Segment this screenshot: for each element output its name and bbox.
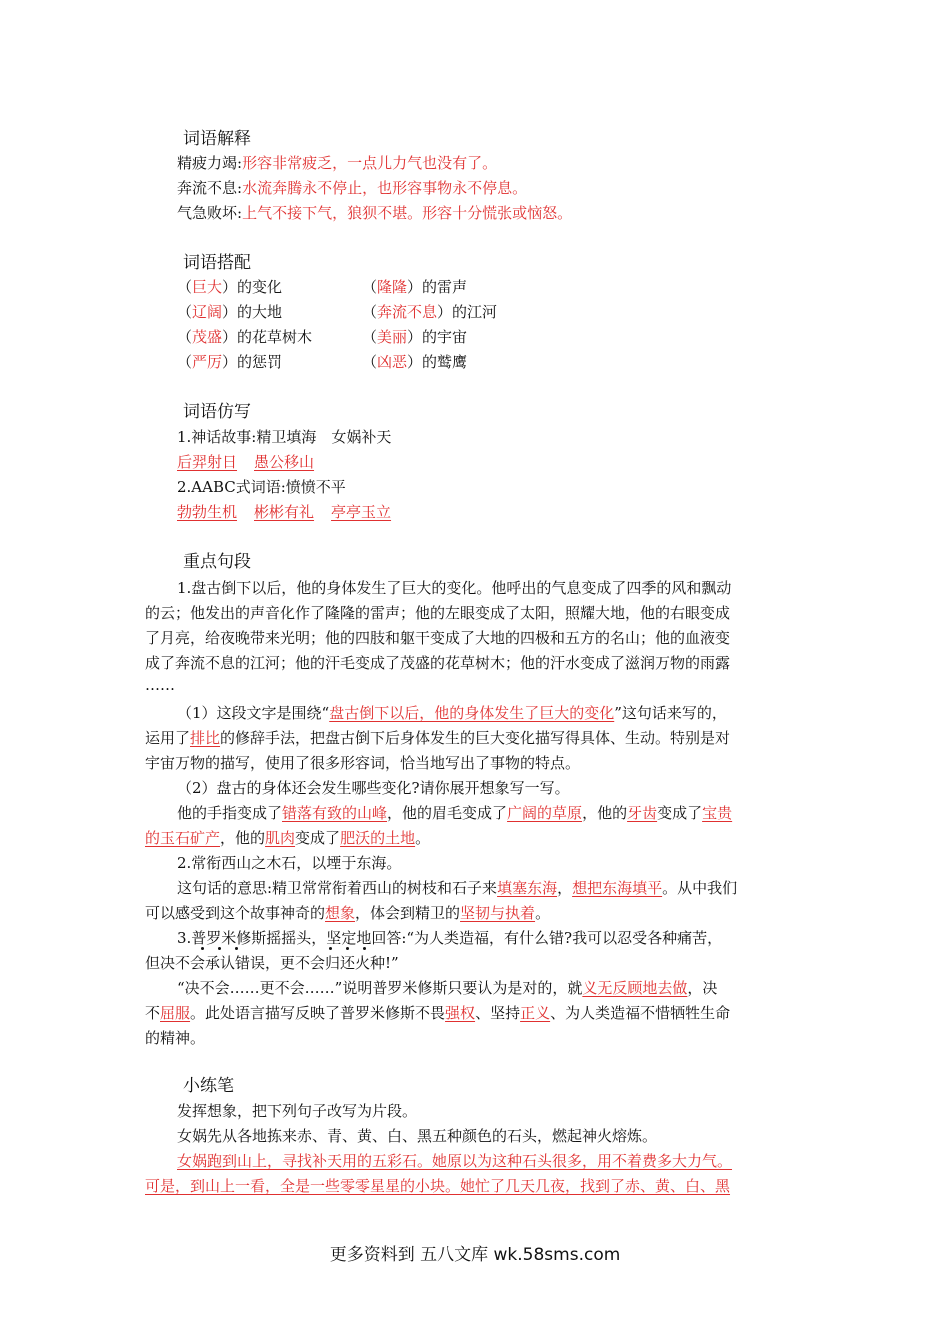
key-text: 可以感受到这个故事神奇的 <box>145 904 326 922</box>
key-paragraph-line: 1.盘古倒下以后，他的身体发生了巨大的变化。他呼出的气息变成了四季的风和飘动 <box>177 579 732 597</box>
pairing-phrase: ）的鹫鹰 <box>407 353 468 371</box>
key-answer: 肥沃的土地 <box>340 829 416 847</box>
key-answer: 错落有致的山峰 <box>282 804 388 822</box>
key-answer: 想象 <box>325 904 356 922</box>
pairing-left: （茂盛）的花草树木 <box>177 328 313 346</box>
pairing-phrase: ）的江河 <box>437 303 498 321</box>
key-question-1-line: 宇宙万物的描写，使用了很多形容词，恰当地写出了事物的特点。 <box>145 754 581 772</box>
key-text: 、为人类造福不惜牺牲生命 <box>550 1004 731 1022</box>
key-answer: 的玉石矿产 <box>145 829 221 847</box>
key-text: 。 <box>415 829 431 847</box>
key-text: ，他的 <box>220 829 266 847</box>
pairing-right: （美丽）的宇宙 <box>362 328 468 346</box>
pairing-right: （隆隆）的雷声 <box>362 278 468 296</box>
pairing-phrase: ）的雷声 <box>407 278 468 296</box>
pairing-answer: 茂盛 <box>192 328 223 346</box>
key-answer: 屈服 <box>160 1004 191 1022</box>
key-paragraph-line: 成了奔流不息的江河；他的汗毛变成了茂盛的花草树木；他的汗水变成了滋润万物的雨露 <box>145 654 731 672</box>
emphasis-dot <box>363 947 366 950</box>
key-paragraph-line: …… <box>145 676 175 694</box>
imitate-question-2: 2.AABC式词语:愤愤不平 <box>177 478 346 496</box>
emphasis-dot <box>218 947 221 950</box>
imitate-answer: 亭亭玉立 <box>331 503 392 521</box>
vocab-item <box>177 177 527 199</box>
imitate-answers-2 <box>177 501 391 523</box>
key-answer: 宝贵 <box>702 804 733 822</box>
key-paragraph-3-line: 但决不会承认错误，更不会归还火种!” <box>145 954 399 972</box>
key-heading: 重点句段 <box>183 552 251 572</box>
pairing-answer: 辽阔 <box>192 303 223 321</box>
key-text: 。此处语言描写反映了普罗米修斯不畏 <box>190 1004 446 1022</box>
key-text: 这句话的意思:精卫常常衔着西山的树枝和石子来 <box>177 879 498 897</box>
key-paragraph-3-line: 的精神。 <box>145 1029 206 1047</box>
key-text: ，他的 <box>582 804 628 822</box>
pairing-left: （严厉）的惩罚 <box>177 353 283 371</box>
key-answer: 义无反顾地去做 <box>582 979 688 997</box>
key-answer: 坚韧与执着 <box>460 904 536 922</box>
practice-answer-line: 可是，到山上一看，全是一些零零星星的小块。她忙了几天几夜，找到了赤、黄、白、黑 <box>145 1177 731 1195</box>
key-text: ， <box>557 879 573 897</box>
pairing-phrase: ）的宇宙 <box>407 328 468 346</box>
key-paragraph-2-line <box>145 902 550 924</box>
pairing-answer: 严厉 <box>192 353 223 371</box>
imitate-answers-1 <box>177 451 314 473</box>
vocab-heading: 词语解释 <box>183 129 251 149</box>
pairing-phrase: ）的变化 <box>222 278 283 296</box>
vocab-meaning: 水流奔腾永不停止，也形容事物永不停息。 <box>242 179 528 197</box>
imitate-question-1: 1.神话故事:精卫填海 女娲补天 <box>177 428 392 446</box>
key-paragraph-2-explain <box>177 877 737 899</box>
imitate-answer: 后羿射日 <box>177 453 238 471</box>
vocab-meaning: 上气不接下气，狼狈不堪。形容十分慌张或恼怒。 <box>242 204 573 222</box>
emphasis-dot <box>235 947 238 950</box>
pairing-phrase: ）的大地 <box>222 303 283 321</box>
vocab-word: 精疲力竭: <box>177 154 243 172</box>
pairing-right: （凶恶）的鹫鹰 <box>362 353 468 371</box>
key-text: “决不会……更不会……”说明普罗米修斯只要认为是对的，就 <box>177 979 583 997</box>
key-answer: 肌肉 <box>265 829 296 847</box>
key-answer: 填塞东海 <box>497 879 558 897</box>
key-text: ，他的眉毛变成了 <box>387 804 508 822</box>
key-text: 变成了 <box>295 829 341 847</box>
emphasis-dot <box>329 947 332 950</box>
pairing-left: （巨大）的变化 <box>177 278 283 296</box>
pairing-answer: 凶恶 <box>377 353 408 371</box>
pairing-phrase: ）的花草树木 <box>222 328 313 346</box>
key-question-1-line <box>145 727 730 749</box>
key-question-2: （2）盘古的身体还会发生哪些变化?请你展开想象写一写。 <box>177 779 570 797</box>
practice-answer-line: 女娲跑到山上，寻找补天用的五彩石。她原以为这种石头很多，用不着费多大力气。 <box>177 1152 733 1170</box>
key-answer: 正义 <box>520 1004 551 1022</box>
key-paragraph-3-explain <box>177 977 717 999</box>
practice-instruction: 发挥想象，把下列句子改写为片段。 <box>177 1102 418 1120</box>
key-answer: 排比 <box>190 729 221 747</box>
pairing-answer: 隆隆 <box>377 278 408 296</box>
key-text: 。 <box>535 904 551 922</box>
key-answer: 盘古倒下以后，他的身体发生了巨大的变化 <box>329 704 615 722</box>
imitate-answer: 勃勃生机 <box>177 503 238 521</box>
key-text: 的修辞手法，把盘古倒下后身体发生的巨大变化描写得具体、生动。特别是对 <box>220 729 731 747</box>
vocab-word: 奔流不息: <box>177 179 243 197</box>
key-paragraph-line: 的云；他发出的声音化作了隆隆的雷声；他的左眼变成了太阳，照耀大地，他的右眼变成 <box>145 604 731 622</box>
pairing-phrase: ）的惩罚 <box>222 353 283 371</box>
key-paragraph-2: 2.常衔西山之木石，以堙于东海。 <box>177 854 402 872</box>
vocab-word: 气急败坏: <box>177 204 243 222</box>
imitate-answer: 彬彬有礼 <box>254 503 315 521</box>
imitate-heading: 词语仿写 <box>183 402 251 422</box>
key-text: （1）这段文字是围绕“ <box>177 704 330 722</box>
key-paragraph-3: 3.普罗米修斯摇摇头，坚定地回答:“为人类造福，有什么错?我可以忍受各种痛苦， <box>177 929 723 947</box>
key-text: 运用了 <box>145 729 191 747</box>
key-text: 、坚持 <box>475 1004 521 1022</box>
pairing-answer: 巨大 <box>192 278 223 296</box>
practice-sentence: 女娲先从各地拣来赤、青、黄、白、黑五种颜色的石头，燃起神火熔炼。 <box>177 1127 658 1145</box>
vocab-meaning: 形容非常疲乏，一点儿力气也没有了。 <box>242 154 498 172</box>
key-text: 。从中我们 <box>662 879 738 897</box>
pairing-right: （奔流不息）的江河 <box>362 303 498 321</box>
key-text: 变成了 <box>657 804 703 822</box>
key-text: ，决 <box>687 979 718 997</box>
pairing-left: （辽阔）的大地 <box>177 303 283 321</box>
key-answer: 强权 <box>445 1004 476 1022</box>
footer-watermark: 更多资料到 五八文库 wk.58sms.com <box>329 1245 621 1265</box>
emphasis-dot <box>201 947 204 950</box>
key-text: ，体会到精卫的 <box>355 904 461 922</box>
key-text: ”这句话来写的， <box>614 704 727 722</box>
key-paragraph-line: 了月亮，给夜晚带来光明；他的四肢和躯干变成了大地的四极和五方的名山；他的血液变 <box>145 629 731 647</box>
emphasis-dot <box>346 947 349 950</box>
key-answer: 牙齿 <box>627 804 658 822</box>
practice-heading: 小练笔 <box>183 1076 234 1096</box>
key-answer-2 <box>177 802 732 824</box>
vocab-item <box>177 202 572 224</box>
key-answer-2-line <box>145 827 430 849</box>
key-text: 他的手指变成了 <box>177 804 283 822</box>
vocab-item <box>177 152 497 174</box>
key-answer: 想把东海填平 <box>572 879 663 897</box>
key-answer: 广阔的草原 <box>507 804 583 822</box>
pairing-answer: 奔流不息 <box>377 303 438 321</box>
pairing-heading: 词语搭配 <box>183 253 251 273</box>
key-paragraph-3-line <box>145 1002 730 1024</box>
key-question-1 <box>177 702 727 724</box>
pairing-answer: 美丽 <box>377 328 408 346</box>
key-text: 不 <box>145 1004 161 1022</box>
imitate-answer: 愚公移山 <box>254 453 315 471</box>
